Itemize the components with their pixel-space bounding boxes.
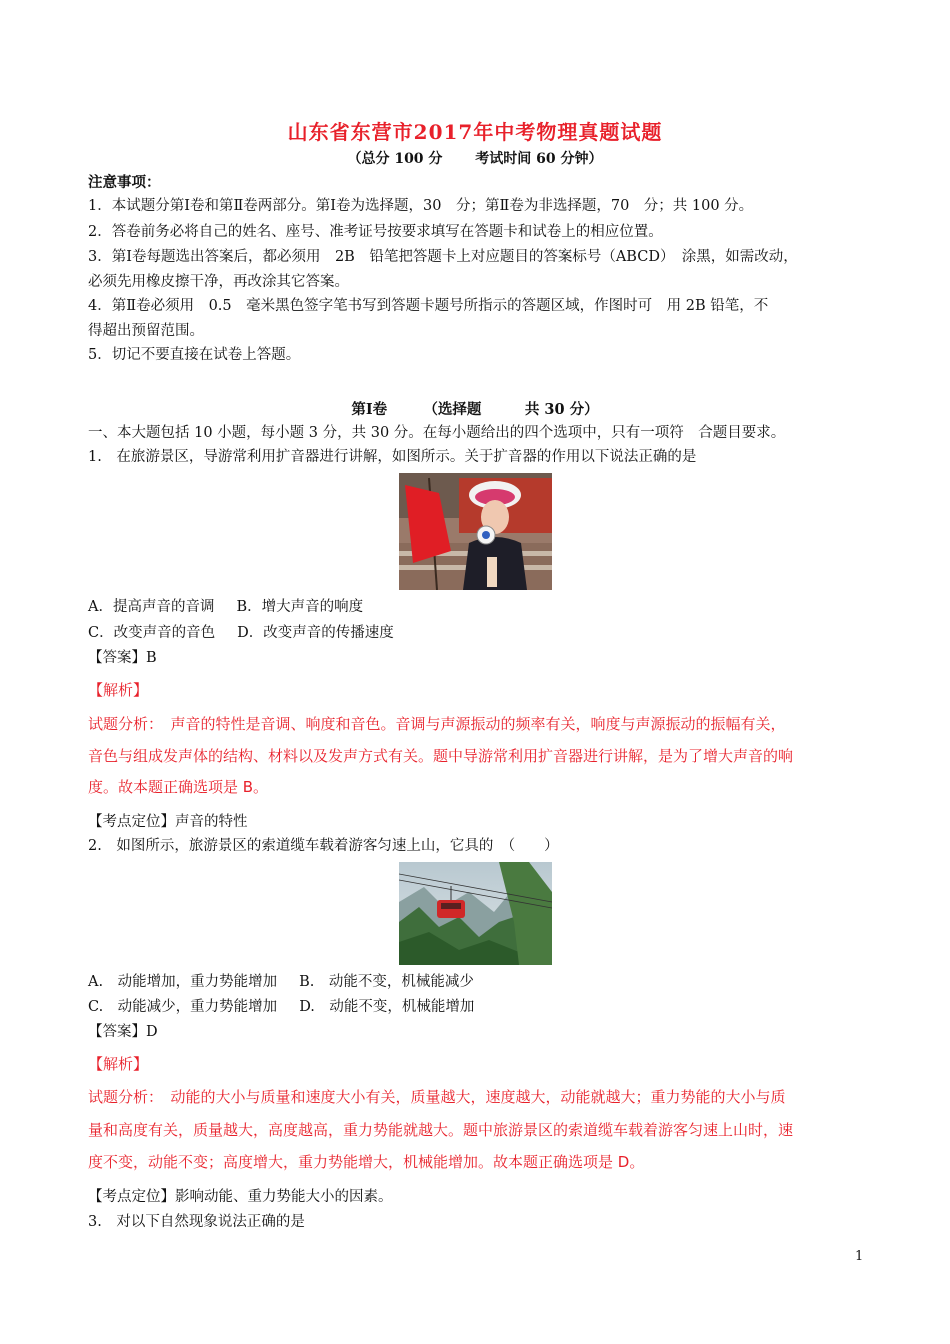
q2-option-b: B. 动能不变，机械能减少 (299, 974, 474, 990)
section-heading: 第Ⅰ卷 （选择题 共 30 分） (351, 401, 599, 418)
page-number: 1 (855, 1249, 864, 1264)
q2-analysis-line: 量和高度有关，质量越大，高度越高，重力势能就越大。题中旅游景区的索道缆车载着游客匀速上山时，速 (88, 1121, 794, 1139)
note-line: 4．第Ⅱ卷必须用 0.5 毫米黑色签字笔书写到答题卡题号所指示的答题区域，作图时可 用 2B 铅笔，不 (88, 298, 769, 314)
note-line: 必须先用橡皮擦干净，再改涂其它答案。 (88, 274, 349, 290)
q3-stem: 3. 对以下自然现象说法正确的是 (88, 1214, 305, 1230)
q1-analysis-label: 【解析】 (88, 681, 149, 699)
q1-option-c: C．改变声音的音色 (88, 625, 216, 641)
q2-analysis-line: 试题分析： 动能的大小与质量和速度大小有关，质量越大，速度越大，动能就越大；重力势能的大小与质 (88, 1088, 786, 1106)
q2-option-a: A. 动能增加，重力势能增加 (88, 974, 278, 990)
q1-topic: 【考点定位】声音的特性 (88, 814, 248, 830)
q2-topic: 【考点定位】影响动能、重力势能大小的因素。 (88, 1189, 393, 1205)
q2-analysis-line: 度不变，动能不变；高度增大，重力势能增大，机械能增加。故本题正确选项是 D。 (88, 1153, 645, 1171)
note-line: 3．第Ⅰ卷每题选出答案后，都必须用 2B 铅笔把答题卡上对应题目的答案标号（ABCD） 涂黑，如需改动， (88, 249, 798, 265)
note-line: 2．答卷前务必将自己的姓名、座号、准考证号按要求填写在答题卡和试卷上的相应位置。 (88, 224, 663, 240)
tour-guide-megaphone-photo (399, 473, 552, 590)
q1-answer: 【答案】B (88, 650, 157, 666)
note-line: 得超出预留范围。 (88, 323, 204, 339)
q1-option-b: B．增大声音的响度 (236, 599, 364, 615)
note-line: 1．本试题分第Ⅰ卷和第Ⅱ卷两部分。第Ⅰ卷为选择题，30 分；第Ⅱ卷为非选择题，70 分；共 100 分。 (88, 198, 754, 214)
q1-analysis-line: 音色与组成发声体的结构、材料以及发声方式有关。题中导游常利用扩音器进行讲解，是为了增大声音的响 (88, 747, 794, 765)
q2-stem: 2. 如图所示，旅游景区的索道缆车载着游客匀速上山，它具的 （ ） (88, 838, 559, 854)
cable-car-mountain-photo (399, 862, 552, 965)
q2-answer: 【答案】D (88, 1024, 158, 1040)
q1-option-a: A．提高声音的音调 (88, 599, 215, 615)
section-intro: 一、本大题包括 10 小题，每小题 3 分，共 30 分。在每小题给出的四个选项中，只有一项符 合题目要求。 (88, 425, 786, 441)
q1-option-d: D．改变声音的传播速度 (237, 625, 394, 641)
notes-heading: 注意事项： (88, 174, 161, 191)
note-line: 5．切记不要直接在试卷上答题。 (88, 347, 301, 363)
q1-stem: 1. 在旅游景区，导游常利用扩音器进行讲解，如图所示。关于扩音器的作用以下说法正确的是 (88, 449, 697, 465)
exam-info: （总分 100 分 考试时间 60 分钟） (347, 151, 603, 167)
page-title: 山东省东营市2017年中考物理真题试题 (287, 120, 663, 144)
q2-option-d: D. 动能不变，机械能增加 (299, 999, 475, 1015)
q1-analysis-line: 试题分析： 声音的特性是音调、响度和音色。音调与声源振动的频率有关，响度与声源振动的振幅有关， (88, 715, 786, 733)
q2-analysis-label: 【解析】 (88, 1055, 149, 1073)
q2-option-c: C. 动能减少，重力势能增加 (88, 999, 278, 1015)
q1-analysis-line: 度。故本题正确选项是 B。 (88, 778, 269, 796)
